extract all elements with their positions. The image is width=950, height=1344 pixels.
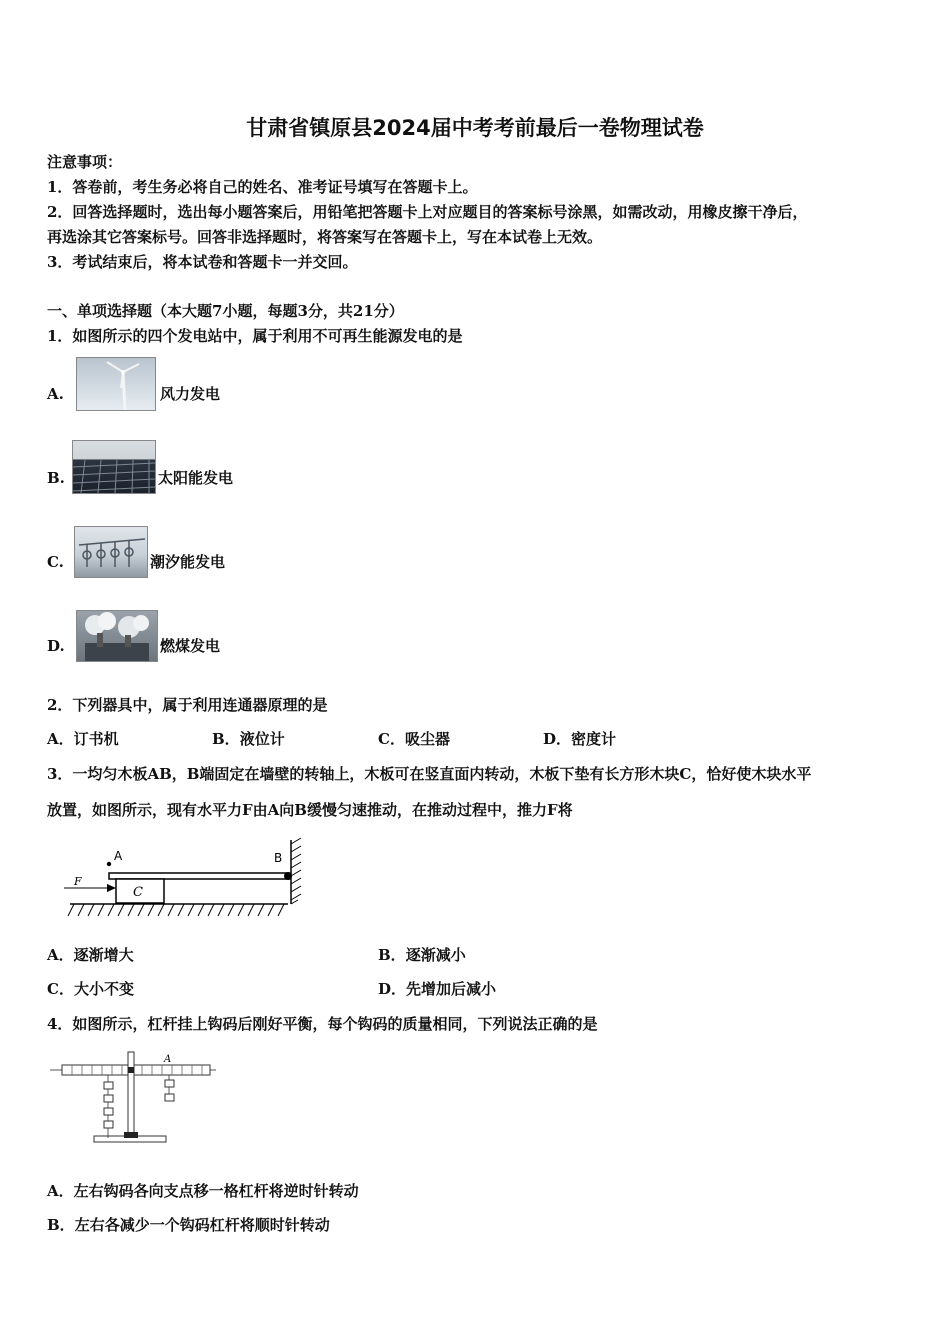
q4-option-b-label: B．	[47, 1216, 75, 1234]
q3-stem-line2: 放置，如图所示，现有水平力F由A向B缓慢匀速推动，在推动过程中，推力F将	[47, 801, 573, 819]
q2-option-c-label: C．	[378, 730, 405, 748]
q1-option-b-label: B.	[47, 469, 65, 487]
notice-item-2-cont: 再选涂其它答案标号。回答非选择题时，将答案写在答题卡上，写在本试卷上无效。	[47, 228, 603, 246]
notice-item-2: 2．回答选择题时，选出每小题答案后，用铅笔把答题卡上对应题目的答案标号涂黑，如需改动，用橡皮擦干净后，	[47, 203, 808, 221]
notice-item-3: 3．考试结束后，将本试卷和答题卡一并交回。	[47, 253, 358, 271]
q1-option-c-text: 潮汐能发电	[150, 553, 226, 571]
q3-option-a-text: 逐渐增大	[73, 946, 134, 964]
q1-option-c-label: C.	[47, 553, 64, 571]
q2-option-b-label: B．	[212, 730, 240, 748]
q4-option-b	[47, 1216, 330, 1234]
notice-heading: 注意事项：	[47, 153, 123, 171]
wind-turbine-image	[76, 357, 156, 411]
q3-option-a-label: A．	[47, 946, 74, 964]
tidal-turbine-icon	[75, 527, 147, 577]
q3-board-figure	[60, 840, 330, 925]
notice-item-1: 1．答卷前，考生务必将自己的姓名、准考证号填写在答题卡上。	[47, 178, 478, 196]
q3-option-d	[378, 980, 496, 998]
q2-option-b	[212, 730, 285, 748]
label-a: A	[114, 849, 123, 863]
q1-option-d-text: 燃煤发电	[160, 637, 221, 655]
lever-label-a: A	[164, 1054, 172, 1065]
q1-option-b-text: 太阳能发电	[158, 469, 234, 487]
label-f: F	[74, 875, 82, 888]
q1-option-d-label: D.	[47, 637, 65, 655]
coal-power-image	[76, 610, 158, 662]
q4-option-a-text: 左右钩码各向支点移一格杠杆将逆时针转动	[73, 1182, 359, 1200]
q1-option-a-text: 风力发电	[160, 385, 221, 403]
q4-option-a	[47, 1182, 359, 1200]
q3-option-a	[47, 946, 134, 964]
q2-option-d-text: 密度计	[571, 730, 617, 748]
tidal-power-image	[74, 526, 148, 578]
pivot-b	[284, 872, 292, 880]
label-c: C	[133, 885, 143, 900]
q4-stem: 4．如图所示，杠杆挂上钩码后刚好平衡，每个钩码的质量相同，下列说法正确的是	[47, 1015, 598, 1033]
q3-option-b-text: 逐渐减小	[405, 946, 466, 964]
q3-stem-line1: 3．一均匀木板AB，B端固定在墙壁的转轴上，木板可在竖直面内转动，木板下垫有长方形木块C，恰好使木块水平	[47, 765, 812, 783]
label-b: B	[274, 851, 283, 865]
q3-option-c-label: C．	[47, 980, 74, 998]
wind-turbine-icon	[77, 358, 155, 410]
q3-option-c	[47, 980, 134, 998]
q1-option-a-label: A.	[47, 385, 64, 403]
q2-option-c	[378, 730, 450, 748]
solar-panel-icon	[73, 441, 155, 493]
q2-option-a-text: 订书机	[73, 730, 119, 748]
q3-option-d-label: D．	[378, 980, 407, 998]
q3-option-b-label: B．	[378, 946, 406, 964]
q2-option-a	[47, 730, 119, 748]
q3-option-c-text: 大小不变	[73, 980, 134, 998]
q2-option-b-text: 液位计	[239, 730, 285, 748]
q2-option-d	[543, 730, 616, 748]
q2-option-a-label: A．	[47, 730, 74, 748]
q3-option-b	[378, 946, 466, 964]
q1-stem: 1．如图所示的四个发电站中，属于利用不可再生能源发电的是	[47, 327, 463, 345]
q2-option-d-label: D．	[543, 730, 572, 748]
q3-option-d-text: 先增加后减小	[406, 980, 497, 998]
q2-option-c-text: 吸尘器	[404, 730, 450, 748]
smokestack-icon	[77, 611, 157, 661]
page-title: 甘肃省镇原县2024届中考考前最后一卷物理试卷	[246, 116, 704, 140]
q4-lever-figure	[50, 1048, 220, 1148]
q4-option-b-text: 左右各减少一个钩码杠杆将顺时针转动	[74, 1216, 330, 1234]
solar-panel-image	[72, 440, 156, 494]
q2-stem: 2．下列器具中，属于利用连通器原理的是	[47, 696, 328, 714]
q4-option-a-label: A．	[47, 1182, 74, 1200]
section-heading: 一、单项选择题（本大题7小题，每题3分，共21分）	[47, 302, 404, 320]
